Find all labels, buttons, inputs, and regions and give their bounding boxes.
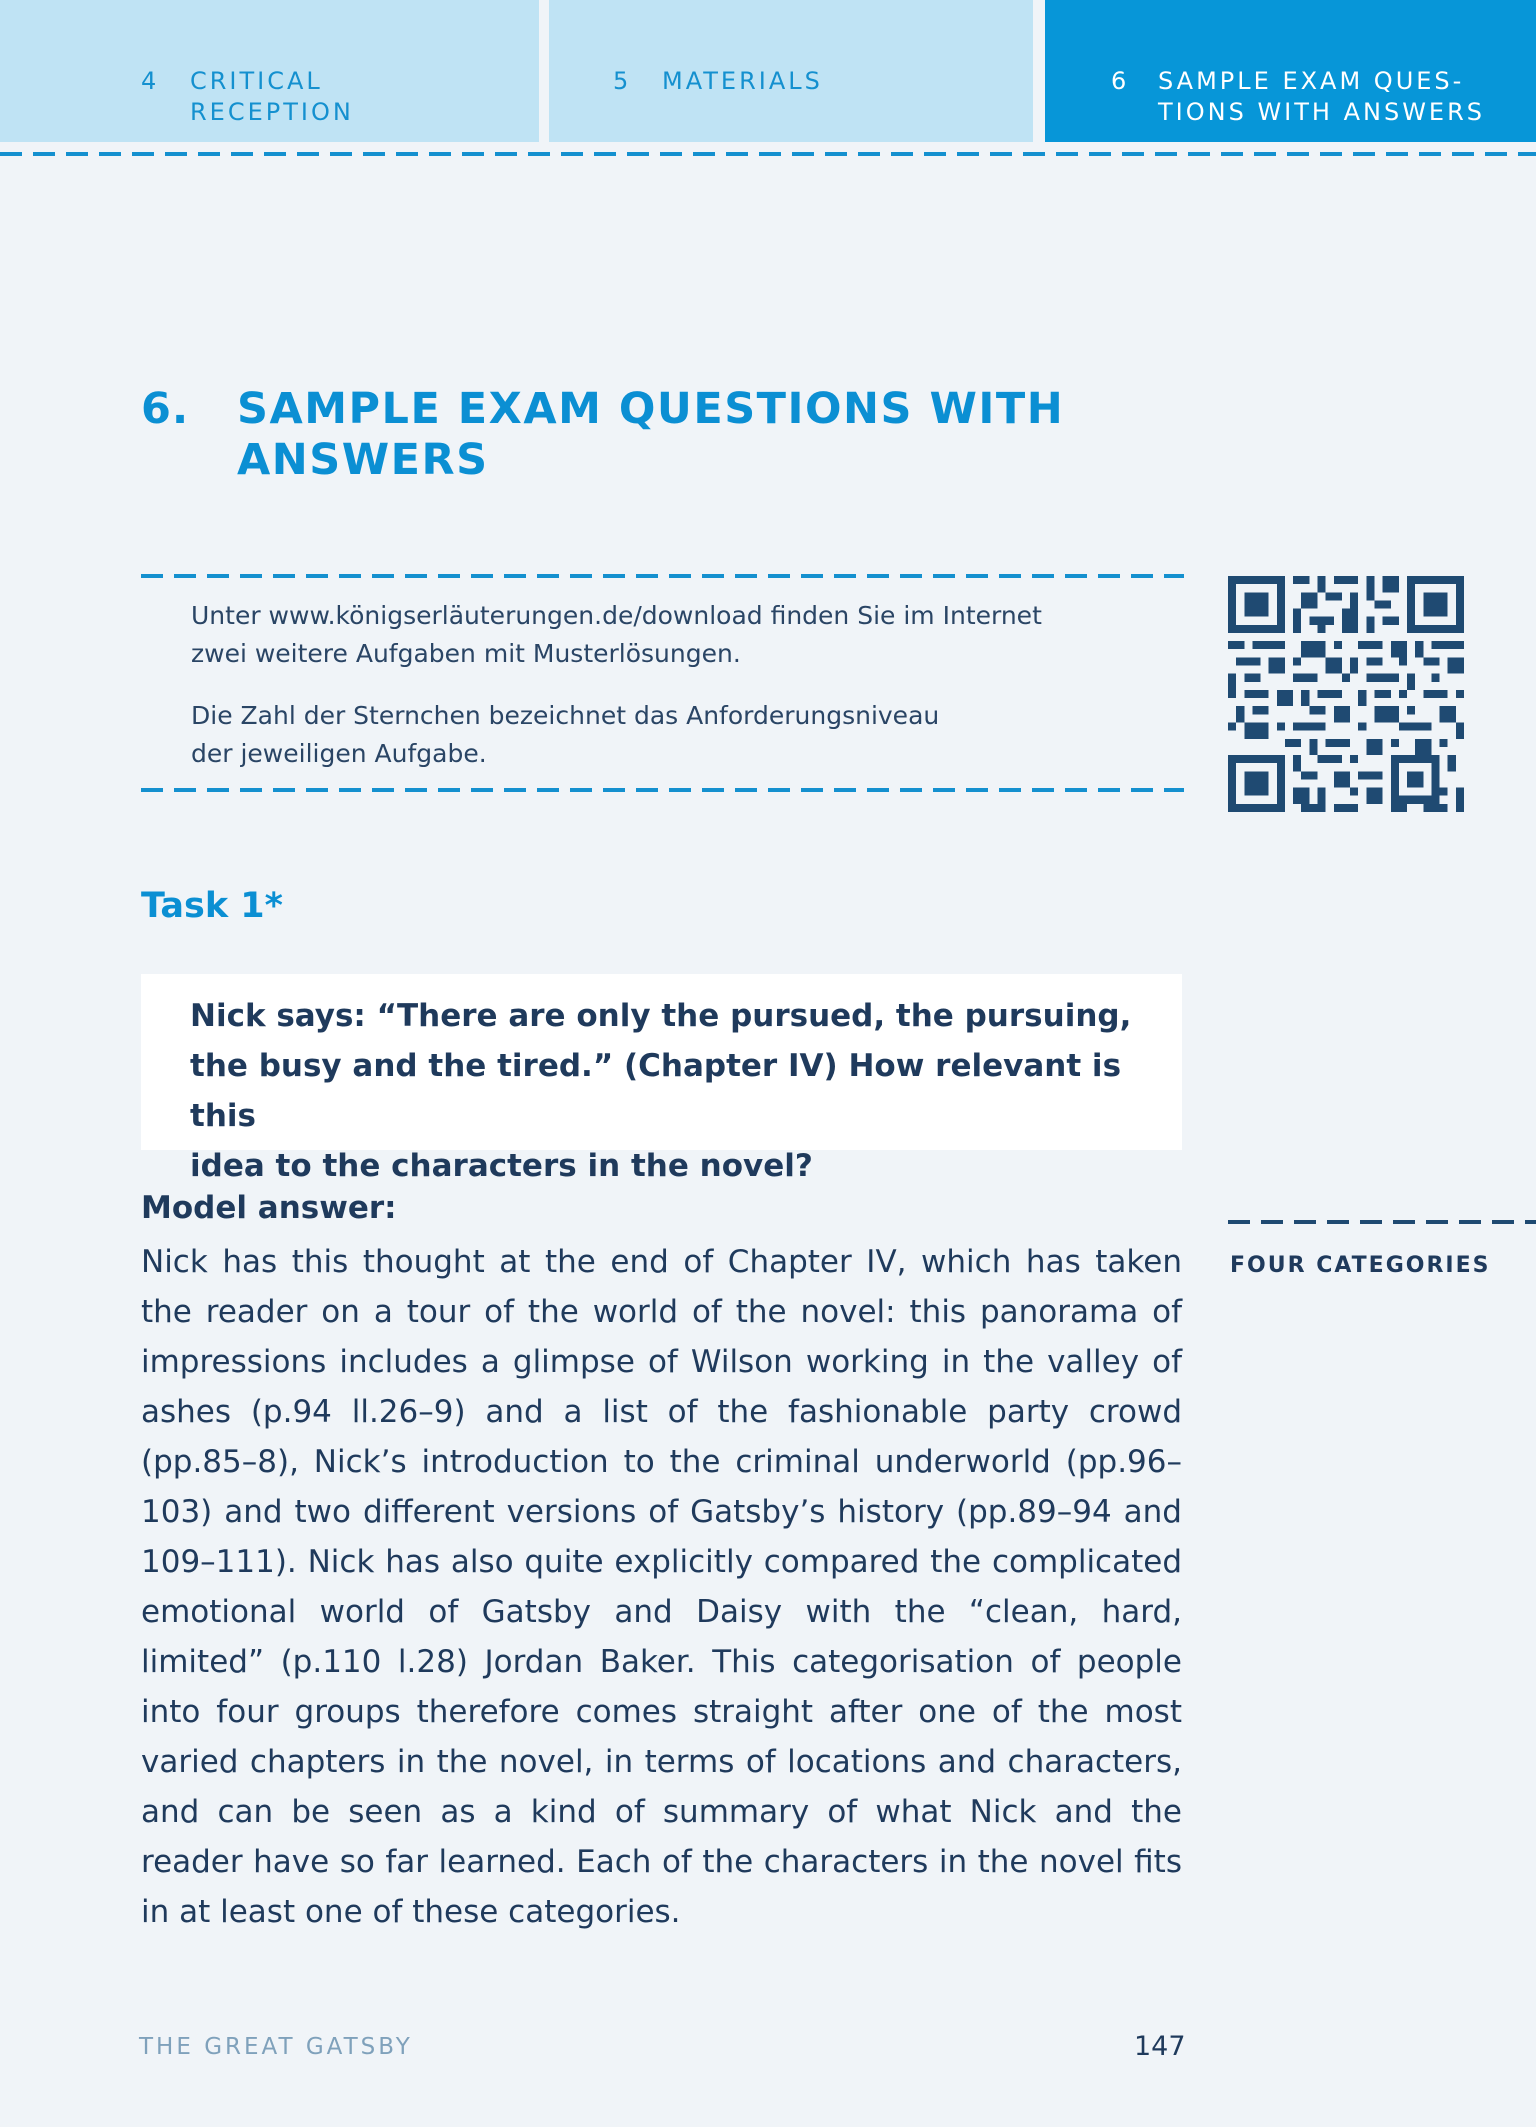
info-text-line4: der jeweiligen Aufgabe. xyxy=(191,739,487,768)
page-title-line2: ANSWERS xyxy=(237,435,489,485)
tab-label xyxy=(190,66,354,128)
info-text-line1: Unter www.königserläuterungen.de/download finden Sie im Internet xyxy=(191,601,1042,630)
question-line3: idea to the characters in the novel? xyxy=(190,1148,813,1184)
tab-label-line2: RECEPTION xyxy=(190,98,354,126)
tab-label: MATERIALS xyxy=(662,67,823,95)
question-line2: the busy and the tired.” (Chapter IV) How relevant is this xyxy=(190,1048,1122,1134)
info-bottom-divider xyxy=(141,788,1184,792)
tab-number: 5 xyxy=(613,67,632,95)
model-answer-text: Nick has this thought at the end of Chapter IV, which has taken the reader on a tour of the world of the novel: this panorama of impressions includes a glimpse of Wilson working in the valley of ashes (p.94 ll.26–9) and a list of the fashionable party crowd (pp.85–8), Nick’s introduction to the criminal underworld (pp.96–103) and two different versions of Gatsby’s history (pp.89–94 and 109–111). Nick has also quite explicitly compared the complicated emotional world of Gatsby and Daisy with the “clean, hard, limited” (p.110 l.28) Jordan Baker. This categorisation of people into four groups therefore comes straight after one of the most varied chapters in the novel, in terms of locations and characters, and can be seen as a kind of summary of what Nick and the reader have so far learned. Each of the characters in the novel fits in at least one of these categories. xyxy=(141,1244,1182,1930)
margin-note-divider xyxy=(1228,1220,1536,1224)
margin-note: FOUR CATEGORIES xyxy=(1230,1253,1491,1278)
tab-number: 6 xyxy=(1111,67,1130,95)
task-title: Task 1* xyxy=(141,886,283,926)
question-box xyxy=(141,974,1182,1184)
footer-book-title: THE GREAT GATSBY xyxy=(139,2034,413,2060)
page-title xyxy=(237,384,1137,486)
qr-code[interactable] xyxy=(1228,576,1464,812)
info-top-divider xyxy=(141,574,1184,578)
header-divider xyxy=(0,152,1536,156)
question-line1: Nick says: “There are only the pursued, the pursuing, xyxy=(190,998,1132,1034)
tab-label xyxy=(1158,66,1485,128)
info-text-line2: zwei weitere Aufgaben mit Musterlösungen. xyxy=(191,639,741,668)
tab-materials[interactable] xyxy=(549,0,1033,142)
tab-number: 4 xyxy=(141,67,160,95)
tab-label-line1: CRITICAL xyxy=(190,67,323,95)
chapter-number: 6. xyxy=(141,384,190,434)
tab-sample-exam-questions[interactable] xyxy=(1045,0,1536,142)
page-title-line1: SAMPLE EXAM QUESTIONS WITH xyxy=(237,384,1065,434)
page-number: 147 xyxy=(1134,2031,1186,2062)
tab-label-line2: TIONS WITH ANSWERS xyxy=(1158,98,1485,126)
model-answer-label: Model answer: xyxy=(141,1190,397,1226)
tab-critical-reception[interactable] xyxy=(0,0,539,142)
tab-label-line1: SAMPLE EXAM QUES- xyxy=(1158,67,1465,95)
info-text-line3: Die Zahl der Sternchen bezeichnet das Anforderungsniveau xyxy=(191,701,940,730)
